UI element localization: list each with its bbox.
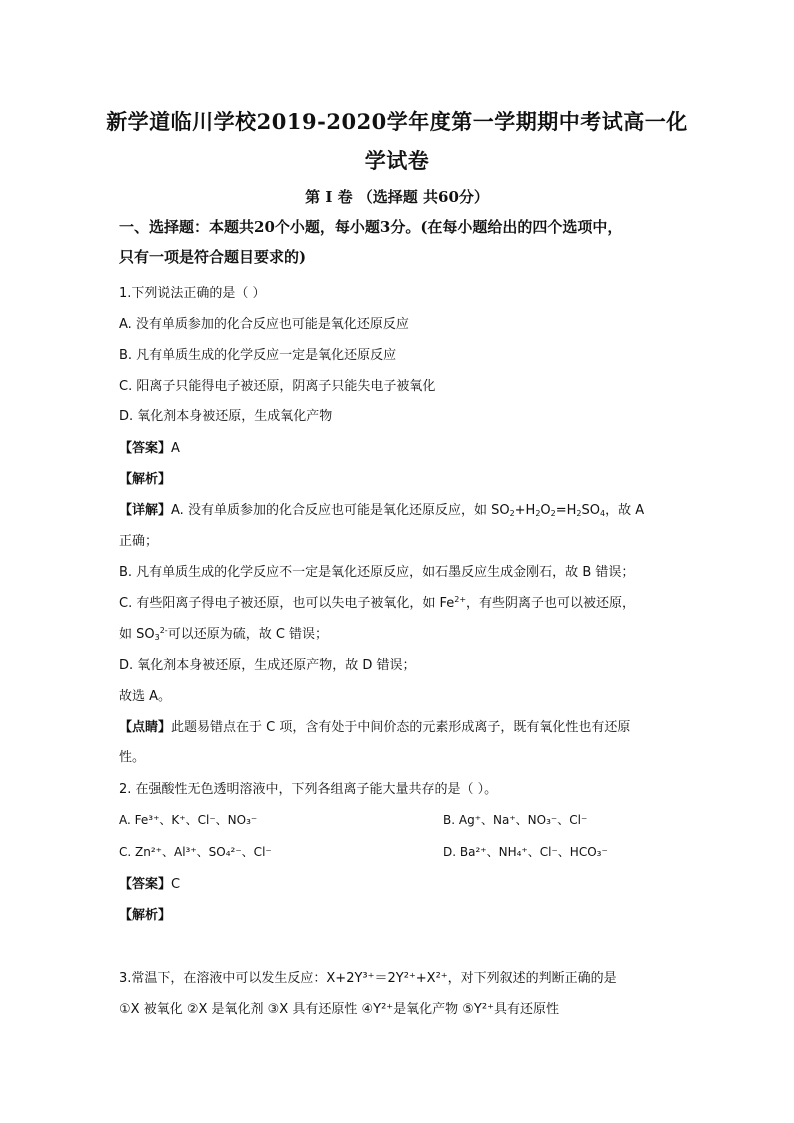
section-heading: 第 Ⅰ 卷 （选择题 共60分） — [305, 188, 489, 206]
exam-title-line2: 学试卷 — [364, 148, 430, 173]
q1-note: 【点睛】此题易错点在于 C 项，含有处于中间价态的元素形成离子，既有氧化性也有还原 — [119, 720, 631, 735]
q1-answer — [119, 437, 180, 456]
q2-option-d: D. Ba²⁺、NH₄⁺、Cl⁻、HCO₃⁻ — [443, 845, 608, 859]
q1-detail-b: B. 凡有单质生成的化学反应不一定是氧化还原反应，如石墨反应生成金刚石，故 B 错误； — [119, 565, 635, 580]
q1-detail-c: C. 有些阳离子得电子被还原，也可以失电子被氧化，如 $Fe^{2+}$，有些阴离子也可以被还原， — [119, 595, 636, 611]
answer-tag: 【答案】 — [119, 441, 172, 456]
q2-option-c: C. Zn²⁺、Al³⁺、SO₄²⁻、Cl⁻ — [119, 845, 272, 859]
q1-analysis-tag: 【解析】 — [119, 472, 172, 487]
note-tag: 【点睛】 — [119, 720, 172, 735]
exam-title-line1: 新学道临川学校2019-2020学年度第一学期期中考试高一化 — [106, 109, 688, 134]
answer-value: A — [171, 441, 180, 456]
q1-option-d: D. 氧化剂本身被还原，生成氧化产物 — [119, 409, 333, 424]
part-instructions-line1: 一、选择题：本题共20个小题，每小题3分。(在每小题给出的四个选项中， — [119, 218, 623, 236]
q3-statements: ①X 被氧化 ②X 是氧化剂 ③X 具有还原性 ④Y²⁺是氧化产物 ⑤Y²⁺具有还原性 — [119, 1002, 559, 1017]
q1-conclusion: 故选 A。 — [119, 689, 172, 704]
part-instructions-line2: 只有一项是符合题目要求的) — [119, 248, 307, 266]
q2-option-a: A. Fe³⁺、K⁺、Cl⁻、NO₃⁻ — [119, 813, 258, 827]
q2-analysis-tag: 【解析】 — [119, 908, 172, 923]
q2-answer: 【答案】C — [119, 877, 181, 892]
q1-option-a: A. 没有单质参加的化合反应也可能是氧化还原反应 — [119, 317, 409, 332]
q1-detail-d: D. 氧化剂本身被还原，生成还原产物，故 D 错误； — [119, 658, 416, 673]
q3-stem: 3.常温下，在溶液中可以发生反应：X+2Y³⁺＝2Y²⁺+X²⁺，对下列叙述的判断正确的是 — [119, 971, 617, 986]
q1-detail-c-cont: 如 $SO_3^{2-}$可以还原为硫，故 C 错误； — [119, 626, 329, 642]
q1-detail-a: 【详解】A. 没有单质参加的化合反应也可能是氧化还原反应，如 $SO_2+H_2O_2=H_2SO_4$，故 A — [119, 503, 645, 518]
q1-stem: 1.下列说法正确的是（ ） — [119, 286, 266, 301]
q2-option-b: B. Ag⁺、Na⁺、NO₃⁻、Cl⁻ — [443, 813, 588, 827]
q1-option-c: C. 阳离子只能得电子被还原，阴离子只能失电子被氧化 — [119, 379, 436, 394]
q1-note-cont: 性。 — [119, 750, 146, 765]
detail-tag: 【详解】 — [119, 503, 172, 518]
q1-option-b: B. 凡有单质生成的化学反应一定是氧化还原反应 — [119, 348, 397, 363]
q1-detail-a-cont: 正确； — [119, 534, 159, 549]
q2-stem: 2. 在强酸性无色透明溶液中，下列各组离子能大量共存的是（ ）。 — [119, 782, 498, 797]
